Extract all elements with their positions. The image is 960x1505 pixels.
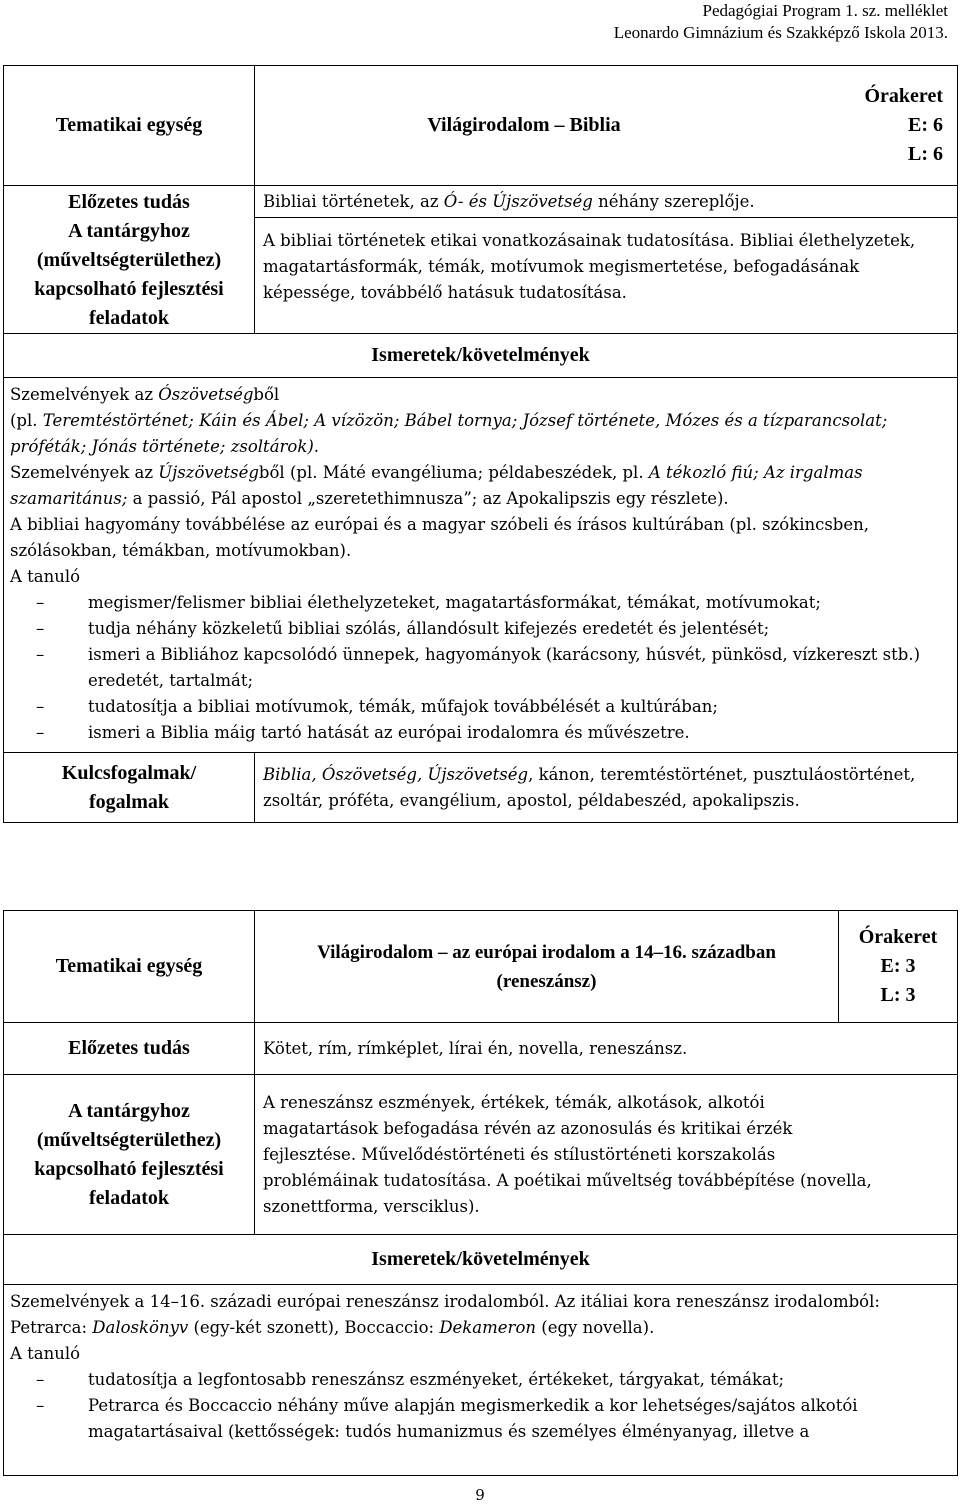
kulcs-a: Biblia, Ószövetség, Újszövetség: [263, 764, 529, 784]
header-line-2: Leonardo Gimnázium és Szakképző Iskola 2013.: [613, 23, 948, 42]
elozetes-c: néhány szereplője.: [592, 191, 755, 211]
page-header: [614, 0, 948, 44]
unit-title-2: [255, 911, 839, 1023]
t2-p1-a: Szemelvények a 14–16. századi európai reneszánsz irodalomból. Az itáliai kora reneszánsz irodalomból: Petrarca:: [10, 1292, 880, 1337]
para-2: [10, 408, 951, 460]
orakeret-box-2: [839, 911, 958, 1023]
fejl-text-2: A reneszánsz eszmények, értékek, témák, alkotások, alkotói magatartások befogadása révén az azonosulás és kritikai érzék fejlesztése. Művelődéstörténeti és stílustörténeti korszakolás problémáinak tudatosítása. A poétikai műveltség továbbépítése (novella, szonettforma, versciklus).: [255, 1075, 958, 1235]
p2-a: (pl.: [10, 411, 43, 430]
p3-b: Újszövetség: [158, 463, 259, 482]
fejl-text: A bibliai történetek etikai vonatkozásainak tudatosítása. Bibliai élethelyzetek, magatartásformák, témák, motívumok megismertetése, befogadásának képessége, továbbélő hatásuk tudatosítása.: [255, 218, 958, 334]
fejl2-label-2: (műveltségterülethez): [36, 1128, 222, 1151]
orakeret-l: L: 6: [908, 143, 943, 165]
p3-e: a passió, Pál apostol „szeretethimnusza”; az Apokalipszis egy részlete).: [127, 489, 729, 508]
list-item: – tudatosítja a bibliai motívumok, témák, műfajok továbbélését a kultúrában;: [10, 694, 951, 720]
table-reneszansz: [3, 910, 958, 1476]
list-item: – tudja néhány közkeletű bibliai szólás, állandósult kifejezés eredetét és jelentését;: [10, 616, 951, 642]
fejl2-label-3: kapcsolható fejlesztési: [34, 1157, 224, 1180]
para-1: [10, 382, 951, 408]
list-item: – Petrarca és Boccaccio néhány műve alapján megismerkedik a kor lehetséges/sajátos alkotói magatartásaival (kettősségek: tudós humanizmus és személyes élményanyag, illetve a: [10, 1393, 951, 1445]
elozetes-a: Bibliai történetek, az: [263, 191, 444, 211]
para-4: A bibliai hagyomány továbbélése az európai és a magyar szóbeli és írásos kultúrában (pl. szókincsben, szólásokban, témákban, motívumokban).: [10, 515, 870, 560]
orakeret-label: Órakeret: [864, 85, 943, 107]
t2-p1-e: (egy novella).: [536, 1318, 655, 1337]
orakeret-box: [793, 66, 958, 186]
kulcs-label-2: fogalmak: [89, 790, 169, 813]
page-number: 9: [475, 1486, 485, 1504]
list-item: – tudatosítja a legfontosabb reneszánsz eszményeket, értékeket, tárgyakat, témákat;: [10, 1367, 951, 1393]
fejl-label-1: A tantárgyhoz: [68, 220, 190, 242]
para-3: [10, 460, 951, 512]
t2-para-1: [10, 1289, 951, 1341]
fejl-label-4: feladatok: [89, 307, 169, 329]
fejl2-label-4: feladatok: [89, 1186, 169, 1209]
t2-para-2: A tanuló: [10, 1344, 81, 1363]
fejl-label-3: kapcsolható fejlesztési: [34, 278, 224, 300]
table-biblia: [3, 65, 958, 823]
list-item: – megismer/felismer bibliai élethelyzeteket, magatartásformákat, témákat, motívumokat;: [10, 590, 951, 616]
t2-p1-d: Dekameron: [439, 1318, 537, 1337]
p1-b: Ószövetség: [158, 385, 254, 404]
p3-c: ből (pl. Máté evangéliuma; példabeszédek, pl.: [258, 463, 649, 482]
t2-p1-b: Daloskönyv: [92, 1318, 189, 1337]
elozetes-text: [255, 186, 958, 218]
fejl-label-2: (műveltségterülethez): [36, 249, 222, 271]
ismeretek-label-2: Ismeretek/követelmények: [4, 1235, 958, 1285]
elozetes-text-2: Kötet, rím, rímképlet, lírai én, novella, reneszánsz.: [255, 1023, 958, 1075]
list-item: – ismeri a Bibliához kapcsolódó ünnepek, hagyományok (karácsony, húsvét, pünkösd, vízkereszt stb.) eredetét, tartalmát;: [10, 642, 951, 694]
tematikai-label: Tematikai egység: [4, 66, 255, 186]
fejl2-label-1: A tantárgyhoz: [68, 1099, 190, 1122]
p1-a: Szemelvények az: [10, 385, 159, 404]
elozetes-b: Ó- és Újszövetség: [443, 191, 593, 211]
fejl-label-box-2: [4, 1075, 255, 1235]
list-item: – ismeri a Biblia máig tartó hatását az európai irodalomra és művészetre.: [10, 720, 951, 746]
unit-title: Világirodalom – Biblia: [255, 66, 794, 186]
kulcs-text: [255, 753, 958, 823]
kulcs-label: [4, 753, 255, 823]
kulcs-label-1: Kulcsfogalmak/: [61, 761, 197, 784]
header-line-1: Pedagógiai Program 1. sz. melléklet: [702, 1, 948, 20]
ismeretek-label: Ismeretek/követelmények: [4, 334, 958, 378]
bullet-list: [10, 590, 951, 746]
elozetes-label: Előzetes tudás: [68, 191, 190, 213]
elozetes-fejl-label: [4, 186, 255, 334]
p3-a: Szemelvények az: [10, 463, 159, 482]
p3-d: A tékozló fiú; Az irgalmas szamaritánus;: [10, 463, 863, 508]
ismeretek-content-2: [4, 1285, 958, 1476]
bullet-list-2: [10, 1367, 951, 1445]
unit-title-2-line1: Világirodalom – az európai irodalom a 14–16. században: [317, 941, 776, 963]
unit-title-2-line2: (reneszánsz): [496, 970, 597, 992]
orakeret-l-2: L: 3: [880, 984, 916, 1006]
kulcs-b: , kánon, teremtéstörténet, pusztuláostörténet, zsoltár, próféta, evangélium, apostol, példabeszéd, apokalipszis.: [263, 764, 916, 810]
para-5: A tanuló: [10, 567, 81, 586]
orakeret-e-2: E: 3: [880, 955, 916, 977]
elozetes-label-2: Előzetes tudás: [4, 1023, 255, 1075]
p2-b: Teremtéstörténet; Káin és Ábel; A vízözön; Bábel tornya; József története, Mózes és a tízparancsolat; próféták; Jónás története; zsoltárok).: [10, 411, 888, 456]
p1-c: ből: [253, 385, 280, 404]
t2-p1-c: (egy-két szonett), Boccaccio:: [188, 1318, 440, 1337]
orakeret-label-2: Órakeret: [858, 926, 938, 948]
ismeretek-content: [4, 378, 958, 753]
orakeret-e: E: 6: [908, 114, 943, 136]
tematikai-label-2: Tematikai egység: [4, 911, 255, 1023]
